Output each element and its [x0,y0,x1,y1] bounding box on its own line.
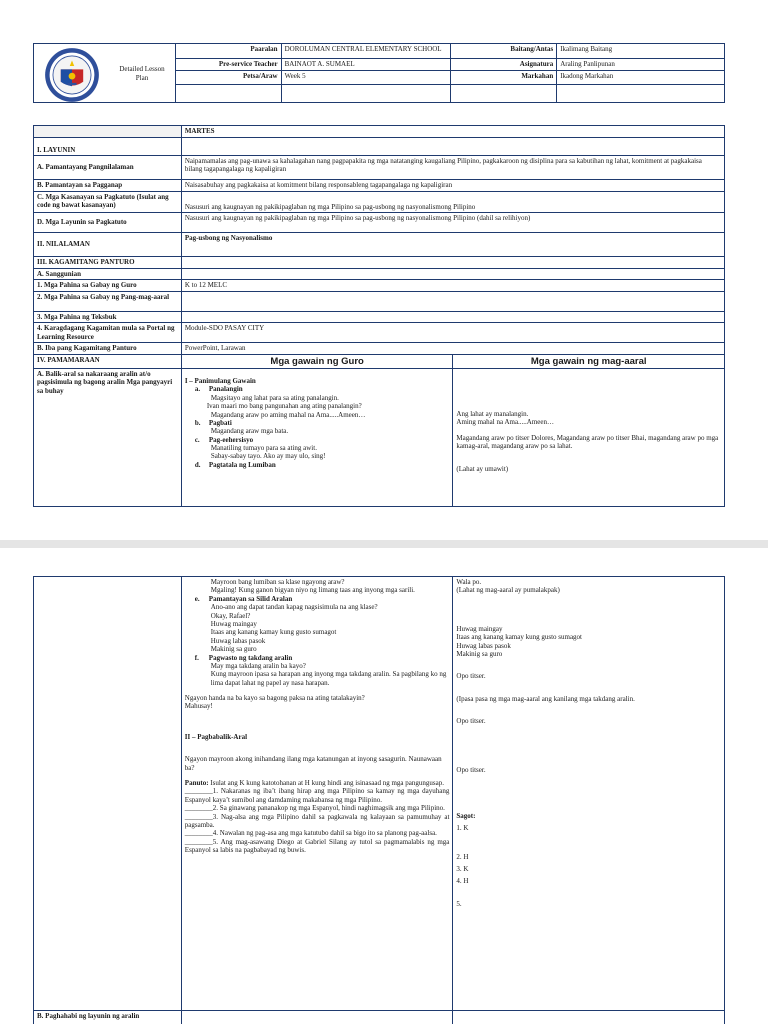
teacher-activities-cell-continued: Mayroon bang lumiban sa klase ngayong araw? Mgaling! Kung ganon bigyan niyo ng limang taas ang inyong mga sarili. e. Pamantayan sa Silid Aralan Ano-ano ang dapat tandan kapag nagsisimula na ang klase? Okay, Rafael? Huwag maingay Itaas ang kanang kamay kung gusto sumagot Huwag labas pasok Makinig sa guro f. Pagwasto ng takdang aralin May mga takdang aralin ba kayo? Kung mayroon ipasa sa harapan ang inyong mga takdang aralin. Sa pagbilang ko ng lima dapat lahat ng papel ay nasa harapan. Ngayon handa na ba kayo sa bagong paksa na ating tatalakayin? Mahusay! II – Pagbabalik-Aral Ngayon mayroon akong inihandang ilang mga katanungan at inyong sasagurin. Naunawaan ba? Panuto: Isulat ang K kung katotohanan at H kung hindi ang isinasaad ng mga pangungusap. ________1. Nakaranas ng iba’t ibang hirap ang mga Pilipino sa kamay ng mga dayuhang Espanyol kaya’t sumibol ang damdaming makabansa ng mga Pilipino. ________2. Sa ginawang pananakop ng mga Espanyol, hindi naghimagsik ang mga Pilipino. ________3. Nag-alsa ang mga Pilipino dahil sa pagkawala ng kalayaan sa pamumuhay at pagsamba. ________4. Nawalan ng pag-asa ang mga katutubo dahil sa bigo ito sa planong pag-aalsa. ________5. Ang mag-asawang Diego at Gabriel Silang ay tutol sa pagmamalabis ng mga Espanyol sa labis na pagbabayad ng buwis. [181,577,453,1011]
teksbuk-label: 3. Mga Pahina ng Teksbuk [34,311,182,322]
pag-eehersisyo-heading: Pag-eehersisyo [208,435,254,444]
lesson-plan-table-continued [33,576,725,1024]
pamantayan-pagganap-label: B. Pamantayan sa Pagganap [34,180,182,192]
document-page-2 [0,548,768,1024]
teacher-value: BAINAOT A. SUMAEL [281,59,451,71]
plan-title-line1: Detailed Lesson [119,65,165,73]
quiz-item-3: ________3. Nag-alsa ang mga Pilipino dahil sa pagkawala ng kalayaan sa pamumuhay at pagsamba. [184,812,450,829]
guro-column-header: Mga gawain ng Guro [181,354,453,368]
plan-title-line2: Plan [135,73,149,82]
answer-1: 1. K [456,824,469,833]
answer-5: 5. [456,899,462,908]
sanggunian-label: A. Sanggunian [34,269,182,280]
answer-2: 2. H [456,852,469,861]
portal-value: Module-SDO PASAY CITY [181,323,724,343]
iba-kagamitan-label: B. Iba pang Kagamitang Panturo [34,343,182,354]
student-activities-cell-continued: Wala po. (Lahat ng mag-aaral ay pumalakpak) Huwag maingay Itaas ang kanang kamay kung gusto sumagot Huwag labas pasok Makinig sa guro Opo titser. (Ipasa pasa ng mga mag-aaral ang kanilang mga takdang aralin. Opo titser. Opo titser. Sagot: 1. K 2. H 3. K 4. H 5. [453,577,725,1011]
pagtatala-heading: Pagtatala ng Lumiban [208,460,276,469]
petsa-value: Week 5 [281,71,451,85]
panalangin-heading: Panalangin [208,385,243,394]
guro-pages-value: K to 12 MELC [181,280,724,291]
paaralan-value: DOROLUMAN CENTRAL ELEMENTARY SCHOOL [281,44,451,59]
student-activities-cell: Ang lahat ay manalangin. Aming mahal na Ama.....Ameen… Magandang araw po titser Dolores, Magandang araw po titser Bhai, magandang araw po mga kamag-aral, magandang araw po sa lahat. (Lahat ay umawit) [453,368,725,506]
day-label: MARTES [181,126,724,138]
pamamaraan-label: IV. PAMAMARAAN [34,354,182,368]
layunin-pagkatuto-label: D. Mga Layunin sa Pagkatuto [34,213,182,233]
pamantayang-pangnilalaman-value: Naipamamalas ang pag-unawa sa kahalagahan nang pagpapakita ng mga natatanging kaugaliang Pilipino, pagkakaroon ng disiplina para sa kabutihan ng lahat, komitment at pagkakaisa bilang tagapangalaga ng kapaligiran [181,156,724,180]
pagwasto-heading: Pagwasto ng takdang aralin [208,653,293,662]
deped-seal-icon [44,47,100,103]
panimulang-gawain-heading: I – Panimulang Gawain [184,376,256,385]
quiz-item-1: ________1. Nakaranas ng iba’t ibang hirap ang mga Pilipino sa kamay ng mga dayuhang Espanyol kaya’t sumibol ang damdaming makabansa ng mga Pilipino. [184,787,450,804]
nilalaman-value: Pag-usbong ng Nasyonalismo [181,233,724,257]
markahan-value: Ikadong Markahan [557,71,725,85]
pamantayan-pagganap-value: Naisasabuhay ang pagkakaisa at komitment bilang responsableng tagapangalaga ng kapaligiran [181,180,724,192]
kasanayan-value: Nasusuri ang kaugnayan ng pakikipaglaban ng mga Pilipino sa pag-usbong ng nasyonalismong Pilipino [181,192,724,213]
header-table [33,43,725,103]
layunin-pagkatuto-value: Nasusuri ang kaugnayan ng pakikipaglaban ng mga Pilipino sa pag-usbong ng nasyonalismong Pilipino (dahil sa relihiyon) [181,213,724,233]
header-logo-cell [34,44,176,103]
petsa-label: Petsa/Araw [175,71,281,85]
nilalaman-label: II. NILALAMAN [34,233,182,257]
pagbati-heading: Pagbati [208,418,232,427]
balik-aral-label: A. Balik-aral sa nakaraang aralin at/o pagsisimula ng bagong aralin Mga pangyayri sa buhay [34,368,182,506]
answer-3: 3. K [456,865,469,874]
portal-label: 4. Karagdagang Kagamitan mula sa Portal ng Learning Resource [34,323,182,343]
teacher-label: Pre-service Teacher [175,59,281,71]
pagbabalik-aral-heading: II – Pagbabalik-Aral [184,732,248,741]
paghahabi-label: B. Paghahabi ng layunin ng aralin [34,1011,182,1024]
quiz-item-5: ________5. Ang mag-asawang Diego at Gabriel Silang ay tutol sa pagmamalabis ng mga Espanyol sa labis na pagbabayad ng buwis. [184,837,450,855]
paaralan-label: Paaralan [175,44,281,59]
sagot-label: Sagot: [456,811,476,820]
panuto-label: Panuto: [184,779,209,788]
iba-kagamitan-value: PowerPoint, Larawan [181,343,724,354]
asignatura-value: Araling Panlipunan [557,59,725,71]
layunin-heading: I. LAYUNIN [34,138,182,156]
quiz-item-2: ________2. Sa ginawang pananakop ng mga Espanyol, hindi naghimagsik ang mga Pilipino. [184,804,445,813]
asignatura-label: Asignatura [451,59,557,71]
baitang-value: Ikalimang Baitang [557,44,725,59]
guro-pages-label: 1. Mga Pahina sa Gabay ng Guro [34,280,182,291]
pamantayan-silid-heading: Pamantayan sa Silid Aralan [208,594,293,603]
pamantayang-pangnilalaman-label: A. Pamantayang Pangnilalaman [34,156,182,180]
kasanayan-label: C. Mga Kasanayan sa Pagkatuto (Isulat ang code ng bawat kasanayan) [34,192,182,213]
answer-4: 4. H [456,877,469,886]
magaaral-column-header: Mga gawain ng mag-aaral [453,354,725,368]
baitang-label: Baitang/Antas [451,44,557,59]
magaaral-pages-label: 2. Mga Pahina sa Gabay ng Pang-mag-aaral [34,291,182,311]
kagamitan-label: III. KAGAMITANG PANTURO [34,257,182,269]
lesson-plan-table [33,125,725,507]
markahan-label: Markahan [451,71,557,85]
quiz-item-4: ________4. Nawalan ng pag-asa ang mga katutubo dahil sa bigo ito sa planong pag-aalsa. [184,829,437,838]
teacher-activities-cell: I – Panimulang Gawain a. Panalangin Magsitayo ang lahat para sa ating panalangin. Ivan maari mo bang pangunahan ang ating panalangin? Magandang araw po aming mahal na Ama.....Ameen… b. Pagbati Magandang araw mga bata. c. Pag-eehersisyo Manatiling tumayo para sa ating awit. Sabay-sabay tayo. Ako ay may ulo, sing! d. Pagtatala ng Lumiban [181,368,453,506]
